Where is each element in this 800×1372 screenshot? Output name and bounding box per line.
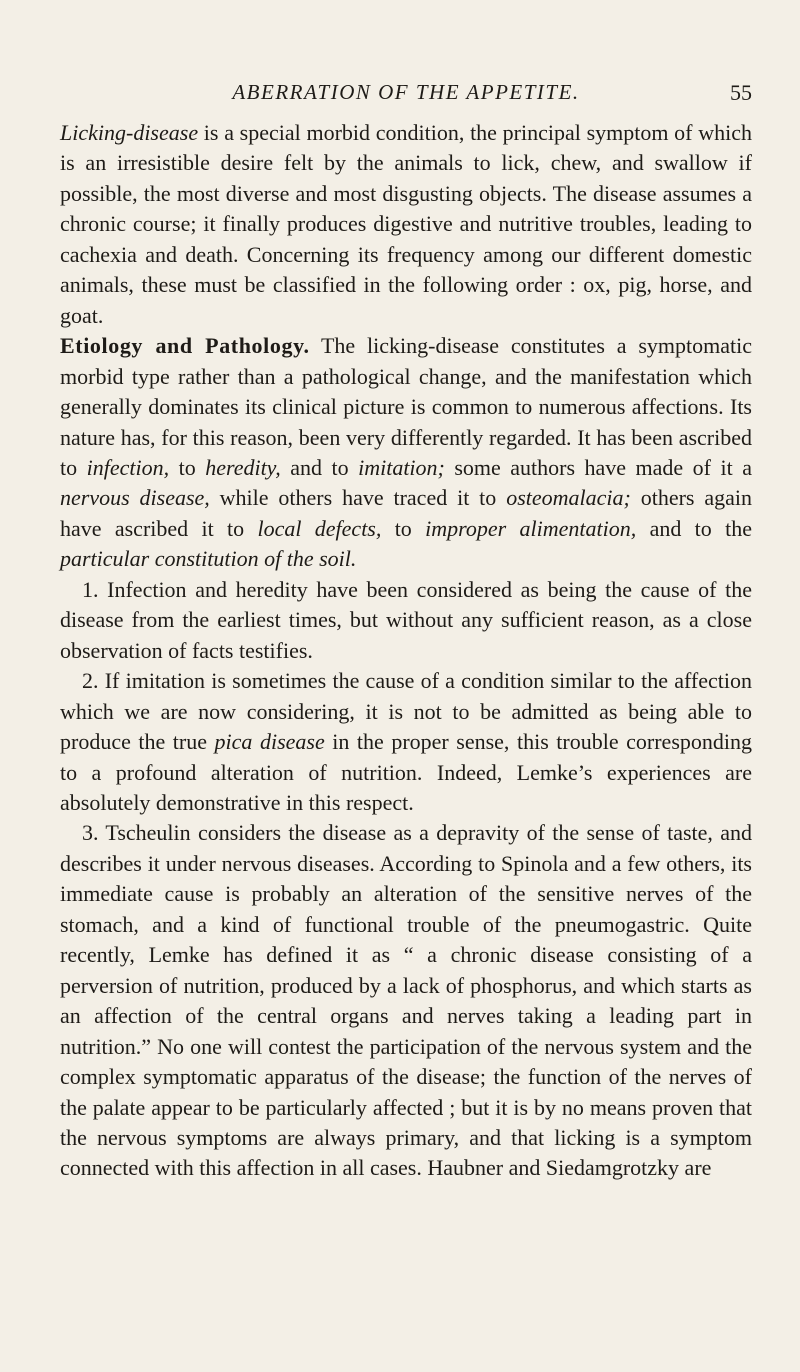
text-run: 2. If imitation is sometimes the cause of a condition similar to the affection which we are now considering, it is not to be admitted as being able to produce the true bbox=[60, 668, 752, 755]
text-run: and to the bbox=[636, 515, 752, 541]
term-licking-disease: Licking-disease bbox=[60, 120, 199, 145]
emphasis-local-defects: local defects, bbox=[257, 515, 382, 541]
page-number: 55 bbox=[730, 80, 752, 105]
text-run: while others have traced it to bbox=[209, 485, 507, 511]
emphasis-improper-alimentation: improper alimentation, bbox=[425, 515, 637, 541]
emphasis-nervous-disease: nervous disease, bbox=[60, 485, 210, 511]
emphasis-infection: infection, bbox=[86, 454, 170, 480]
text-run: others again have ascribed it to bbox=[60, 485, 753, 541]
emphasis-pica-disease: pica disease bbox=[214, 729, 325, 755]
paragraph-etiology bbox=[60, 331, 752, 575]
paragraph-item-1: 1. Infection and heredity have been considered as being the cause of the disease from the earliest times, but without any sufficient reason, as a close observation of facts testifies. bbox=[60, 576, 752, 663]
paragraph-text: is a special morbid condition, the principal symptom of which is an irresistible desire felt by the animals to lick, chew, and swallow if possible, the most diverse and most disgusting objects. The disease assumes a chronic course; it finally produces digestive and nutritive troubles, leading to cachexia and death. Concerning its frequency among our different domestic animals, these must be classified in the following order : ox, pig, horse, and goat. bbox=[60, 120, 752, 328]
emphasis-heredity: heredity, bbox=[205, 454, 281, 480]
paragraph-licking-disease bbox=[60, 118, 752, 331]
text-run: and to bbox=[280, 454, 359, 480]
running-title: ABERRATION OF THE APPETITE. bbox=[232, 80, 580, 104]
paragraph-item-3: 3. Tscheulin considers the disease as a depravity of the sense of taste, and describes it under nervous diseases. According to Spinola and a few others, its immediate cause is probably an alteration of the sensitive nerves of the stomach, and a kind of functional trouble of the pneumogastric. Quite recently, Lemke has defined it as “ a chronic disease consisting of a perversion of nutrition, produced by a lack of phosphorus, and which starts as an affection of the central organs and nerves taking a leading part in nutrition.” No one will contest the participation of the nervous system and the complex symptomatic apparatus of the disease; the function of the nerves of the palate appear to be particularly affected ; but it is by no means proven that the nervous symptoms are always primary, and that licking is a symptom connected with this affection in all cases. Haubner and Siedamgrotzky are bbox=[60, 820, 752, 1181]
text-run: The licking-disease constitutes a symptomatic morbid type rather than a pathological change, and the manifestation which generally dominates its clinical picture is common to numerous affections. Its nature has, for this reason, been very differently regarded. It has been ascribed to bbox=[60, 333, 752, 480]
emphasis-osteomalacia: osteomalacia; bbox=[506, 485, 631, 511]
emphasis-imitation: imitation; bbox=[358, 454, 445, 480]
text-run: to bbox=[381, 515, 426, 541]
page-header bbox=[60, 76, 752, 110]
paragraph-item-2 bbox=[60, 666, 752, 818]
text-run: in the proper sense, this trouble corresponding to a profound alteration of nutrition. Indeed, Lemke’s experiences are absolutely demonstrative in this respect. bbox=[60, 729, 752, 815]
section-heading-etiology: Etiology and Pathology. bbox=[60, 333, 310, 359]
emphasis-constitution-of-soil: particular constitution of the soil. bbox=[60, 546, 357, 572]
body-text bbox=[60, 118, 752, 1184]
text-run: some authors have made of it a bbox=[444, 454, 752, 480]
text-run: to bbox=[169, 454, 206, 480]
